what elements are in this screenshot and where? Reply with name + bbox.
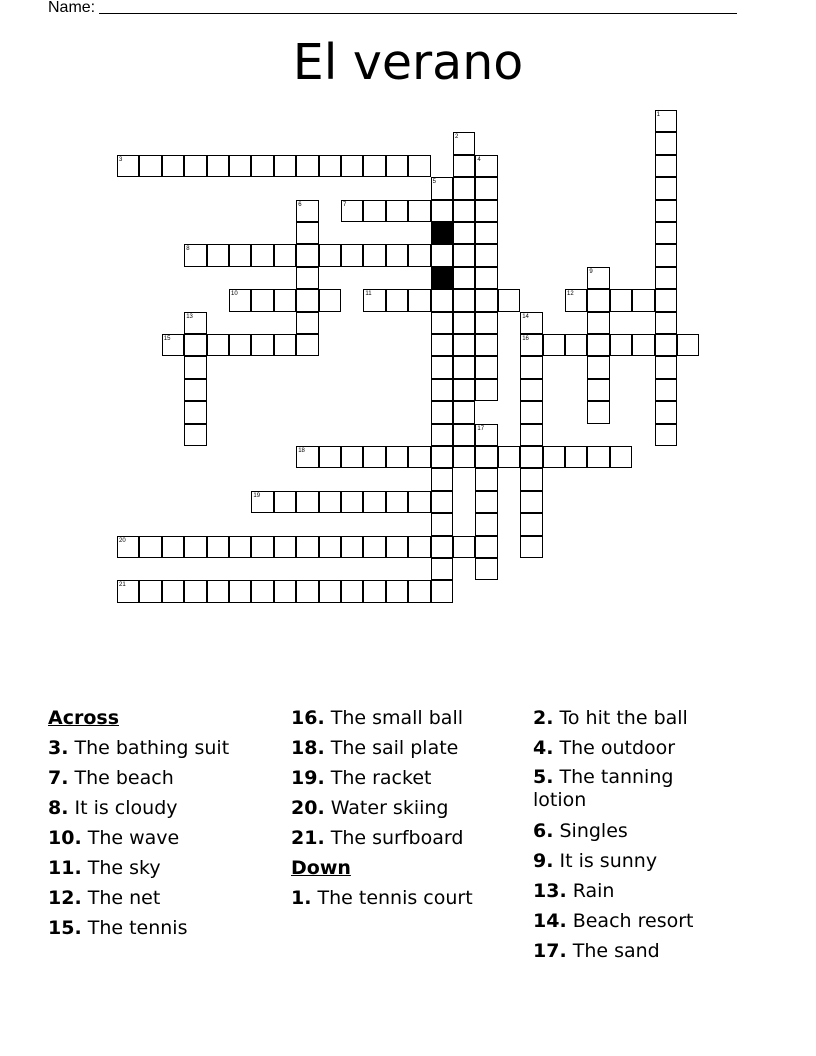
grid-cell[interactable] xyxy=(319,491,341,513)
grid-cell[interactable] xyxy=(341,446,363,468)
grid-cell[interactable] xyxy=(520,424,542,446)
clue-number: 21 xyxy=(119,582,126,589)
grid-cell[interactable] xyxy=(431,356,453,378)
grid-cell[interactable] xyxy=(184,401,206,423)
clue-text: It is cloudy xyxy=(68,797,178,819)
grid-cell[interactable] xyxy=(475,334,497,356)
grid-cell[interactable] xyxy=(139,155,161,177)
clue-number-label: 4. xyxy=(533,737,554,759)
grid-cell[interactable] xyxy=(498,446,520,468)
clue-text: The racket xyxy=(324,767,432,789)
grid-cell[interactable] xyxy=(498,289,520,311)
grid-cell[interactable] xyxy=(453,222,475,244)
grid-cell[interactable] xyxy=(655,356,677,378)
clue-text: The sand xyxy=(566,940,660,962)
grid-cell[interactable] xyxy=(408,200,430,222)
grid-cell[interactable] xyxy=(229,580,251,602)
grid-cell[interactable] xyxy=(475,244,497,266)
across-heading: Across xyxy=(48,707,120,729)
grid-cell[interactable] xyxy=(520,356,542,378)
grid-cell[interactable] xyxy=(408,289,430,311)
grid-cell[interactable] xyxy=(431,289,453,311)
down-clue xyxy=(533,733,703,763)
grid-cell[interactable] xyxy=(655,289,677,311)
clue-number-label: 8. xyxy=(48,797,69,819)
clue-number-label: 16. xyxy=(291,707,325,729)
clue-number-label: 13. xyxy=(533,880,567,902)
clue-number-label: 5. xyxy=(533,766,554,788)
grid-cell[interactable] xyxy=(453,267,475,289)
grid-cell[interactable] xyxy=(453,379,475,401)
grid-cell[interactable] xyxy=(565,446,587,468)
grid-cell[interactable] xyxy=(431,177,453,199)
grid-cell[interactable] xyxy=(655,401,677,423)
grid-cell[interactable] xyxy=(587,267,609,289)
across-clue xyxy=(48,763,229,793)
grid-cell[interactable] xyxy=(363,491,385,513)
grid-cell[interactable] xyxy=(475,513,497,535)
grid-cell[interactable] xyxy=(520,379,542,401)
grid-cell[interactable] xyxy=(520,491,542,513)
clue-column-2 xyxy=(291,703,473,913)
grid-cell[interactable] xyxy=(431,312,453,334)
grid-cell[interactable] xyxy=(296,536,318,558)
grid-cell[interactable] xyxy=(296,244,318,266)
grid-cell[interactable] xyxy=(386,491,408,513)
clue-column-1 xyxy=(48,703,229,943)
grid-cell[interactable] xyxy=(587,379,609,401)
name-label: Name: xyxy=(48,0,96,16)
clue-number: 6 xyxy=(298,201,302,208)
across-clue xyxy=(48,733,229,763)
grid-cell[interactable] xyxy=(296,580,318,602)
grid-cell[interactable] xyxy=(475,289,497,311)
down-clue xyxy=(533,816,703,846)
grid-cell[interactable] xyxy=(363,200,385,222)
grid-cell[interactable] xyxy=(207,155,229,177)
grid-cell[interactable] xyxy=(677,334,699,356)
grid-cell[interactable] xyxy=(453,200,475,222)
grid-cell[interactable] xyxy=(587,334,609,356)
across-clue xyxy=(291,703,473,733)
grid-cell[interactable] xyxy=(431,401,453,423)
grid-cell[interactable] xyxy=(319,244,341,266)
grid-cell[interactable] xyxy=(475,491,497,513)
grid-cell[interactable] xyxy=(386,536,408,558)
grid-cell[interactable] xyxy=(296,289,318,311)
grid-cell[interactable] xyxy=(453,446,475,468)
grid-cell[interactable] xyxy=(341,580,363,602)
grid-cell[interactable] xyxy=(274,155,296,177)
grid-cell[interactable] xyxy=(341,200,363,222)
clue-text: It is sunny xyxy=(553,850,658,872)
clue-text: To hit the ball xyxy=(553,707,688,729)
grid-cell[interactable] xyxy=(453,177,475,199)
grid-cell[interactable] xyxy=(520,513,542,535)
grid-cell[interactable] xyxy=(431,200,453,222)
grid-cell[interactable] xyxy=(453,401,475,423)
grid-cell[interactable] xyxy=(296,446,318,468)
grid-cell[interactable] xyxy=(587,289,609,311)
grid-cell[interactable] xyxy=(565,289,587,311)
clue-number-label: 2. xyxy=(533,707,554,729)
black-cell xyxy=(431,267,453,289)
clue-text: The sky xyxy=(81,857,161,879)
clue-number-label: 20. xyxy=(291,797,325,819)
clue-number: 12 xyxy=(567,291,574,298)
clue-text: Beach resort xyxy=(566,910,694,932)
grid-cell[interactable] xyxy=(207,244,229,266)
grid-cell[interactable] xyxy=(632,334,654,356)
grid-cell[interactable] xyxy=(655,155,677,177)
grid-cell[interactable] xyxy=(587,356,609,378)
across-clue xyxy=(291,823,473,853)
clue-number: 3 xyxy=(119,156,123,163)
grid-cell[interactable] xyxy=(655,177,677,199)
clue-text: The tanning lotion xyxy=(533,766,674,811)
grid-cell[interactable] xyxy=(655,244,677,266)
clue-number: 19 xyxy=(253,492,261,499)
grid-cell[interactable] xyxy=(229,244,251,266)
grid-cell[interactable] xyxy=(475,446,497,468)
grid-cell[interactable] xyxy=(520,334,542,356)
grid-cell[interactable] xyxy=(296,334,318,356)
grid-cell[interactable] xyxy=(184,155,206,177)
clue-text: The wave xyxy=(81,827,180,849)
grid-cell[interactable] xyxy=(341,244,363,266)
grid-cell[interactable] xyxy=(184,244,206,266)
grid-cell[interactable] xyxy=(341,155,363,177)
grid-cell[interactable] xyxy=(184,356,206,378)
clue-text: The outdoor xyxy=(553,737,676,759)
grid-cell[interactable] xyxy=(408,491,430,513)
grid-cell[interactable] xyxy=(431,424,453,446)
clue-number: 7 xyxy=(343,201,347,208)
grid-cell[interactable] xyxy=(386,155,408,177)
clue-number-label: 12. xyxy=(48,887,82,909)
grid-cell[interactable] xyxy=(319,580,341,602)
grid-cell[interactable] xyxy=(117,155,139,177)
grid-cell[interactable] xyxy=(475,200,497,222)
grid-cell[interactable] xyxy=(363,289,385,311)
clue-text: The net xyxy=(81,887,161,909)
grid-cell[interactable] xyxy=(475,468,497,490)
grid-cell[interactable] xyxy=(655,334,677,356)
grid-cell[interactable] xyxy=(475,536,497,558)
grid-cell[interactable] xyxy=(587,312,609,334)
grid-cell[interactable] xyxy=(520,446,542,468)
grid-cell[interactable] xyxy=(139,536,161,558)
grid-cell[interactable] xyxy=(184,379,206,401)
clue-number: 18 xyxy=(298,448,305,454)
grid-cell[interactable] xyxy=(431,580,453,602)
grid-cell[interactable] xyxy=(408,536,430,558)
grid-cell[interactable] xyxy=(162,536,184,558)
clue-number-label: 15. xyxy=(48,917,82,939)
grid-cell[interactable] xyxy=(229,334,251,356)
grid-cell[interactable] xyxy=(453,132,475,154)
grid-cell[interactable] xyxy=(431,334,453,356)
grid-cell[interactable] xyxy=(319,536,341,558)
grid-cell[interactable] xyxy=(251,334,273,356)
grid-cell[interactable] xyxy=(453,312,475,334)
grid-cell[interactable] xyxy=(117,580,139,602)
clue-text: The sail plate xyxy=(324,737,459,759)
grid-cell[interactable] xyxy=(386,200,408,222)
grid-cell[interactable] xyxy=(117,536,139,558)
down-clue xyxy=(291,883,473,913)
down-clue xyxy=(533,906,703,936)
grid-cell[interactable] xyxy=(162,580,184,602)
grid-cell[interactable] xyxy=(184,536,206,558)
clue-number: 5 xyxy=(432,179,436,186)
grid-cell[interactable] xyxy=(341,536,363,558)
clue-number: 2 xyxy=(455,134,459,141)
clue-number-label: 11. xyxy=(48,857,82,879)
clue-number-label: 19. xyxy=(291,767,325,789)
grid-cell[interactable] xyxy=(520,536,542,558)
grid-cell[interactable] xyxy=(520,468,542,490)
clue-number: 1 xyxy=(656,112,660,118)
grid-cell[interactable] xyxy=(655,110,677,132)
grid-cell[interactable] xyxy=(319,446,341,468)
across-clue xyxy=(48,793,229,823)
clue-column-3 xyxy=(533,703,703,966)
down-clue xyxy=(533,763,703,816)
grid-cell[interactable] xyxy=(475,312,497,334)
clue-number-label: 18. xyxy=(291,737,325,759)
grid-cell[interactable] xyxy=(229,155,251,177)
grid-cell[interactable] xyxy=(431,491,453,513)
clue-number-label: 3. xyxy=(48,737,69,759)
across-clue xyxy=(48,883,229,913)
grid-cell[interactable] xyxy=(139,580,161,602)
grid-cell[interactable] xyxy=(363,244,385,266)
grid-cell[interactable] xyxy=(251,491,273,513)
grid-cell[interactable] xyxy=(453,244,475,266)
grid-cell[interactable] xyxy=(453,289,475,311)
grid-cell[interactable] xyxy=(610,289,632,311)
grid-cell[interactable] xyxy=(184,312,206,334)
grid-cell[interactable] xyxy=(431,558,453,580)
across-clue xyxy=(291,793,473,823)
clue-number: 16 xyxy=(522,336,529,342)
grid-cell[interactable] xyxy=(319,155,341,177)
grid-cell[interactable] xyxy=(431,513,453,535)
clue-text: Water skiing xyxy=(324,797,449,819)
grid-cell[interactable] xyxy=(274,289,296,311)
clue-number-label: 6. xyxy=(533,820,554,842)
grid-cell[interactable] xyxy=(475,424,497,446)
grid-cell[interactable] xyxy=(296,267,318,289)
grid-cell[interactable] xyxy=(655,424,677,446)
clue-number-label: 21. xyxy=(291,827,325,849)
grid-cell[interactable] xyxy=(363,580,385,602)
clue-number: 17 xyxy=(477,425,485,432)
clue-number: 10 xyxy=(231,291,238,298)
clue-text: The tennis xyxy=(81,917,188,939)
grid-cell[interactable] xyxy=(453,536,475,558)
grid-cell[interactable] xyxy=(207,536,229,558)
down-clue xyxy=(533,936,703,966)
grid-cell[interactable] xyxy=(587,401,609,423)
grid-cell[interactable] xyxy=(207,580,229,602)
grid-cell[interactable] xyxy=(162,334,184,356)
grid-cell[interactable] xyxy=(610,446,632,468)
grid-cell[interactable] xyxy=(520,312,542,334)
grid-cell[interactable] xyxy=(610,334,632,356)
grid-cell[interactable] xyxy=(431,446,453,468)
grid-cell[interactable] xyxy=(229,536,251,558)
grid-cell[interactable] xyxy=(453,356,475,378)
grid-cell[interactable] xyxy=(431,468,453,490)
grid-cell[interactable] xyxy=(632,289,654,311)
grid-cell[interactable] xyxy=(296,491,318,513)
grid-cell[interactable] xyxy=(655,132,677,154)
down-clue xyxy=(533,846,703,876)
grid-cell[interactable] xyxy=(386,580,408,602)
clue-number-label: 7. xyxy=(48,767,69,789)
clue-number-label: 9. xyxy=(533,850,554,872)
grid-cell[interactable] xyxy=(274,536,296,558)
grid-cell[interactable] xyxy=(296,312,318,334)
grid-cell[interactable] xyxy=(363,536,385,558)
grid-cell[interactable] xyxy=(475,155,497,177)
grid-cell[interactable] xyxy=(475,356,497,378)
grid-cell[interactable] xyxy=(655,200,677,222)
grid-cell[interactable] xyxy=(520,401,542,423)
clue-number: 4 xyxy=(477,156,481,163)
grid-cell[interactable] xyxy=(363,446,385,468)
clue-number: 20 xyxy=(119,537,126,544)
grid-cell[interactable] xyxy=(543,334,565,356)
clue-text: The bathing suit xyxy=(68,737,230,759)
grid-cell[interactable] xyxy=(453,334,475,356)
grid-cell[interactable] xyxy=(431,379,453,401)
grid-cell[interactable] xyxy=(386,446,408,468)
grid-cell[interactable] xyxy=(655,222,677,244)
grid-cell[interactable] xyxy=(274,334,296,356)
grid-cell[interactable] xyxy=(251,155,273,177)
grid-cell[interactable] xyxy=(431,244,453,266)
grid-cell[interactable] xyxy=(386,244,408,266)
clue-number: 8 xyxy=(186,246,190,253)
grid-cell[interactable] xyxy=(655,267,677,289)
grid-cell[interactable] xyxy=(162,155,184,177)
grid-cell[interactable] xyxy=(319,289,341,311)
grid-cell[interactable] xyxy=(341,491,363,513)
grid-cell[interactable] xyxy=(251,580,273,602)
across-clue xyxy=(291,733,473,763)
grid-cell[interactable] xyxy=(408,155,430,177)
grid-cell[interactable] xyxy=(655,312,677,334)
down-heading: Down xyxy=(291,857,351,879)
clue-number: 13 xyxy=(186,313,193,320)
grid-cell[interactable] xyxy=(296,200,318,222)
grid-cell[interactable] xyxy=(543,446,565,468)
clue-number: 14 xyxy=(522,313,529,320)
clue-number-label: 14. xyxy=(533,910,567,932)
clue-text: The small ball xyxy=(324,707,463,729)
clue-text: Rain xyxy=(566,880,615,902)
grid-cell[interactable] xyxy=(184,580,206,602)
clue-text: Singles xyxy=(553,820,628,842)
grid-cell[interactable] xyxy=(655,379,677,401)
clue-text: The beach xyxy=(68,767,174,789)
grid-cell[interactable] xyxy=(296,222,318,244)
grid-cell[interactable] xyxy=(207,334,229,356)
grid-cell[interactable] xyxy=(453,424,475,446)
grid-cell[interactable] xyxy=(408,580,430,602)
clue-number: 9 xyxy=(589,268,593,275)
clue-number-label: 10. xyxy=(48,827,82,849)
clue-text: The tennis court xyxy=(311,887,473,909)
grid-cell[interactable] xyxy=(274,491,296,513)
clue-number: 15 xyxy=(163,336,171,342)
grid-cell[interactable] xyxy=(587,446,609,468)
grid-cell[interactable] xyxy=(408,446,430,468)
grid-cell[interactable] xyxy=(475,379,497,401)
clue-number-label: 17. xyxy=(533,940,567,962)
grid-cell[interactable] xyxy=(251,244,273,266)
across-clue xyxy=(291,763,473,793)
grid-cell[interactable] xyxy=(274,580,296,602)
grid-cell[interactable] xyxy=(565,334,587,356)
down-clue xyxy=(533,876,703,906)
grid-cell[interactable] xyxy=(251,536,273,558)
grid-cell[interactable] xyxy=(431,536,453,558)
across-clue xyxy=(48,823,229,853)
across-clue xyxy=(48,853,229,883)
grid-cell[interactable] xyxy=(184,424,206,446)
clue-number: 11 xyxy=(365,291,372,298)
clue-number-label: 1. xyxy=(291,887,312,909)
grid-cell[interactable] xyxy=(184,334,206,356)
grid-cell[interactable] xyxy=(453,155,475,177)
grid-cell[interactable] xyxy=(475,222,497,244)
grid-cell[interactable] xyxy=(296,155,318,177)
grid-cell[interactable] xyxy=(475,267,497,289)
grid-cell[interactable] xyxy=(251,289,273,311)
grid-cell[interactable] xyxy=(475,558,497,580)
grid-cell[interactable] xyxy=(475,177,497,199)
puzzle-title: El verano xyxy=(292,34,524,91)
grid-cell[interactable] xyxy=(386,289,408,311)
down-clue xyxy=(533,703,703,733)
clue-text: The surfboard xyxy=(324,827,464,849)
across-clue xyxy=(48,913,229,943)
grid-cell[interactable] xyxy=(363,155,385,177)
grid-cell[interactable] xyxy=(229,289,251,311)
grid-cell[interactable] xyxy=(274,244,296,266)
grid-cell[interactable] xyxy=(408,244,430,266)
black-cell xyxy=(431,222,453,244)
